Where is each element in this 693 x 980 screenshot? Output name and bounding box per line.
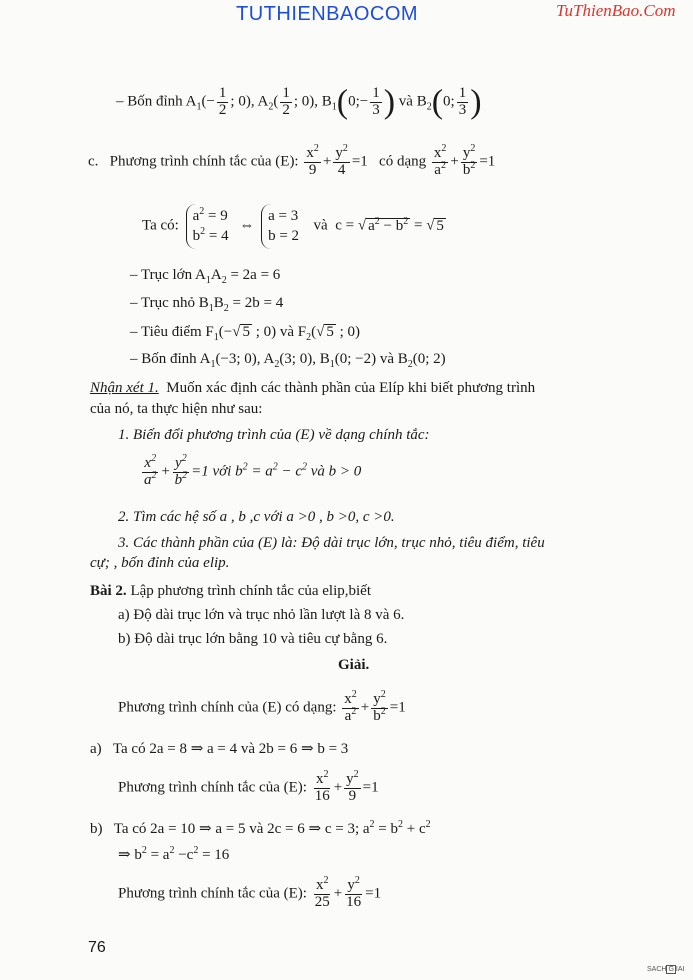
exercise2-title: Bài 2. Lập phương trình chính tắc của elip,biết [90, 583, 372, 599]
step3-text-cont: cự; , bốn đỉnh của elip. [90, 555, 230, 571]
step3-text: 3. Các thành phần của (E) là: Độ dài trục lớn, trục nhỏ, tiêu điểm, tiêu [118, 535, 545, 551]
site-logo: TuThienBao.Com [556, 1, 676, 20]
system-equations: Ta có: $a^2 = 9$ $b^2 = 4$ ⇔ a = 3 b = 2 và c = √ $a^2 - b^2$ = √ 5 [142, 204, 446, 249]
vertices-line-b: – Bốn đỉnh $A_1(-$ $\frac{1}{2}$ ; 0), $A_2$( $\frac{1}{2}$ ; 0), $B_1(0;-$ $\frac{1}{3}$ ) và $B_2(0$; $\frac{1}{3}$ ) [116, 83, 482, 121]
step1-text: 1. Biến đổi phương trình của (E) về dạng chính tắc: [118, 427, 430, 443]
solution-b-equation: Phương trình chính tắc của (E): $\frac{x^2}{25}$ + $\frac{y^2}{16}$ =1 [118, 875, 382, 910]
step2-text: 2. Tìm các hệ số a , b ,c với a >0 , b >0, c >0. [118, 509, 395, 525]
vertices-line: – Bốn đỉnh $A_1(-3$; 0), $A_2(3$; 0), $B_1(0$; −2) và $B_2(0$; 2) [130, 351, 446, 370]
general-form-line: Phương trình chính của (E) có dạng: $\frac{x^2}{a^2}$ + $\frac{y^2}{b^2}$ =1 [118, 689, 406, 724]
page-number: 76 [88, 939, 106, 956]
remark-line1: Nhận xét 1. Muốn xác định các thành phần của Elíp khi biết phương trình [90, 380, 536, 396]
solution-a-equation: Phương trình chính tắc của (E): $\frac{x^2}{16}$ + $\frac{y^2}{9}$ =1 [118, 769, 379, 804]
foci-line: – Tiêu điểm $F_1(-√$ 5 ; 0) và $F_2(√$ 5 ; 0) [130, 324, 361, 343]
major-axis-line: – Trục lớn $A_1A_2 = 2a = 6$ [130, 267, 281, 286]
solution-a-line: a) Ta có 2a = 8 ⇒ a = 4 và 2b = 6 ⇒ b = 3 [90, 741, 349, 757]
exercise2-part-a: a) Độ dài trục lớn và trục nhỏ lần lượt là 8 và 6. [118, 607, 405, 623]
part-c-equation: c. Phương trình chính tắc của (E): $\frac{x^2}{9}$ + $\frac{y^2}{4}$ =1 có dạng $\frac{x^2}{a^2}$ + $\frac{y^2}{b^2}$ =1 [88, 143, 496, 178]
exercise2-part-b: b) Độ dài trục lớn bằng 10 và tiêu cự bằng 6. [118, 631, 388, 647]
site-brand: TUTHIENBAOCOM [236, 3, 419, 25]
remark-line2: của nó, ta thực hiện như sau: [90, 401, 263, 417]
solution-heading: Giải. [338, 657, 370, 673]
minor-axis-line: – Trục nhỏ $B_1B_2 = 2b = 4$ [130, 295, 284, 314]
solution-b-line: b) Ta có 2a = 10 ⇒ a = 5 và 2c = 6 ⇒ c = 3; $a^2 = b^2 + c^2$ [90, 819, 431, 837]
footer-logo: SACH G IAI [647, 966, 685, 973]
step1-equation: $\frac{x^2}{a^2}$ + $\frac{y^2}{b^2}$ =1 với $b^2 = a^2 - c^2$ và b > 0 [144, 453, 362, 488]
solution-b-line2: ⇒ $b^2 = a^2 -c^2 = 16$ [118, 845, 230, 863]
